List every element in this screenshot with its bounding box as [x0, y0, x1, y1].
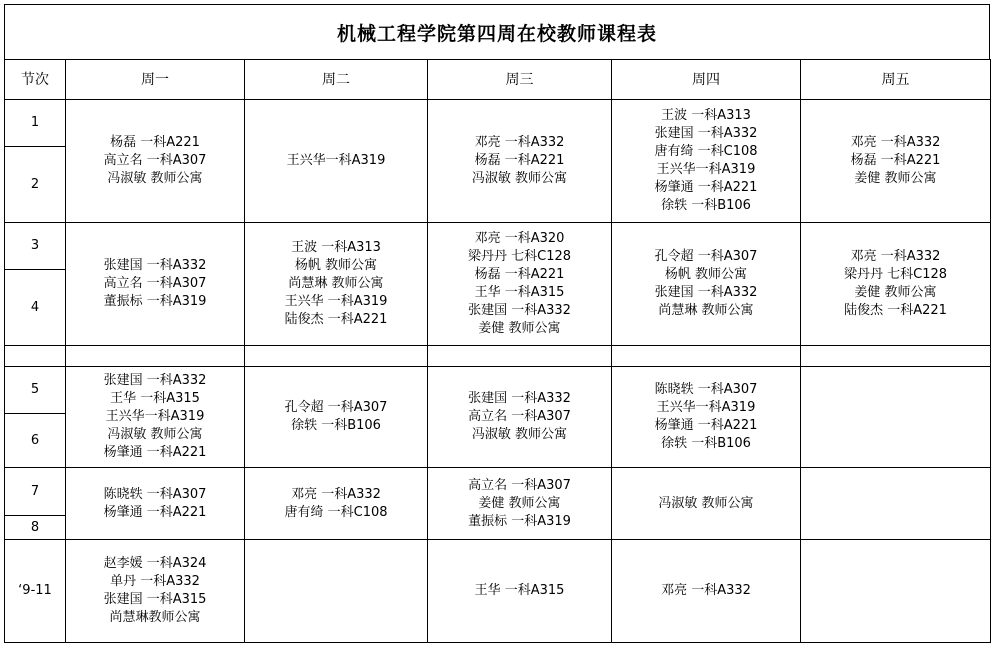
teacher-entry: 张建国 一科A315 — [103, 592, 207, 607]
schedule-cell — [245, 540, 428, 643]
schedule-cell — [612, 367, 801, 468]
schedule-cell — [245, 223, 428, 346]
teacher-entry: 邓亮 一科A332 — [850, 249, 941, 264]
period-cell: 1 — [5, 100, 66, 147]
schedule-cell — [428, 367, 612, 468]
teacher-entry: 赵李媛 一科A324 — [103, 556, 207, 571]
schedule-cell — [66, 100, 245, 223]
teacher-entry: 陈晓轶 一科A307 — [103, 486, 207, 502]
teacher-entry: 姜健 教师公寓 — [478, 321, 561, 336]
schedule-cell — [428, 540, 612, 643]
teacher-entry: 邓亮 一科A320 — [474, 231, 565, 246]
teacher-entry: 杨磊 一科A221 — [850, 153, 941, 168]
teacher-entry: 陆俊杰 一科A221 — [844, 303, 947, 318]
schedule-cell — [428, 100, 612, 223]
schedule-cell — [245, 100, 428, 223]
teacher-entry: 尚慧琳 教师公寓 — [658, 303, 754, 318]
teacher-entry: 王兴华一科A319 — [105, 409, 205, 424]
teacher-entry: 王兴华 一科A319 — [284, 294, 388, 309]
teacher-entry: 邓亮 一科A332 — [661, 583, 751, 598]
teacher-entry: 梁丹丹 七科C128 — [467, 249, 572, 264]
teacher-entry: 张建国 一科A332 — [103, 258, 207, 273]
period-cell: 2 — [5, 147, 66, 223]
teacher-entry: 尚慧琳 教师公寓 — [288, 276, 384, 291]
header-tuesday: 周二 — [245, 60, 428, 100]
header-row — [5, 60, 991, 100]
period-cell: ‘9-11 — [5, 540, 66, 643]
period-cell: 6 — [5, 414, 66, 468]
header-period: 节次 — [5, 60, 66, 100]
header-wednesday: 周三 — [428, 60, 612, 100]
teacher-entry: 杨肇通 一科A221 — [103, 504, 207, 520]
teacher-entry: 徐轶 一科B106 — [661, 198, 751, 213]
teacher-entry: 冯淑敏 教师公寓 — [471, 171, 568, 186]
teacher-entry: 姜健 教师公寓 — [854, 171, 937, 186]
teacher-entry: 王波 一科A313 — [291, 240, 381, 255]
empty-cell — [801, 346, 991, 367]
teacher-entry: 尚慧琳教师公寓 — [109, 610, 201, 625]
teacher-entry: 杨磊 一科A221 — [474, 153, 565, 168]
teacher-entry: 唐有绮 一科C108 — [284, 504, 388, 520]
schedule-cell — [612, 223, 801, 346]
teacher-entry: 冯淑敏 教师公寓 — [658, 495, 754, 511]
teacher-entry: 王兴华一科A319 — [286, 153, 386, 168]
teacher-entry: 张建国 一科A332 — [103, 373, 207, 388]
header-monday: 周一 — [66, 60, 245, 100]
teacher-entry: 姜健 教师公寓 — [478, 495, 561, 511]
schedule-cell — [801, 540, 991, 643]
schedule-cell — [801, 223, 991, 346]
schedule-cell — [66, 223, 245, 346]
table-row — [5, 540, 991, 643]
empty-cell — [245, 346, 428, 367]
empty-cell — [5, 346, 66, 367]
table-row — [5, 367, 991, 414]
schedule-cell — [612, 540, 801, 643]
header-friday: 周五 — [801, 60, 991, 100]
schedule-cell — [801, 468, 991, 540]
teacher-entry: 陆俊杰 一科A221 — [284, 312, 388, 327]
teacher-entry: 唐有绮 一科C108 — [654, 144, 758, 159]
schedule-cell — [66, 540, 245, 643]
period-cell: 7 — [5, 468, 66, 516]
teacher-entry: 徐轶 一科B106 — [291, 418, 381, 433]
period-cell: 5 — [5, 367, 66, 414]
schedule-cell — [428, 223, 612, 346]
teacher-entry: 冯淑敏 教师公寓 — [107, 427, 203, 442]
teacher-entry: 董振标 一科A319 — [468, 513, 571, 529]
schedule-cell — [612, 100, 801, 223]
teacher-entry: 冯淑敏 教师公寓 — [471, 427, 568, 442]
table-row — [5, 468, 991, 516]
teacher-entry: 高立名 一科A307 — [468, 409, 571, 424]
teacher-entry: 梁丹丹 七科C128 — [843, 267, 948, 282]
empty-cell — [428, 346, 612, 367]
teacher-entry: 高立名 一科A307 — [468, 477, 571, 493]
empty-cell — [66, 346, 245, 367]
schedule-cell — [612, 468, 801, 540]
schedule-cell — [801, 367, 991, 468]
period-cell: 4 — [5, 270, 66, 346]
spacer-row — [5, 346, 991, 367]
teacher-entry: 张建国 一科A332 — [654, 285, 758, 300]
teacher-entry: 孔令超 一科A307 — [284, 400, 388, 415]
schedule-cell — [245, 468, 428, 540]
period-cell: 3 — [5, 223, 66, 270]
table-row — [5, 223, 991, 270]
teacher-entry: 杨帆 教师公寓 — [294, 258, 378, 273]
teacher-entry: 王华 一科A315 — [474, 583, 565, 598]
teacher-entry: 杨肇通 一科A221 — [103, 445, 207, 460]
teacher-entry: 陈晓轶 一科A307 — [654, 382, 758, 397]
teacher-entry: 张建国 一科A332 — [468, 391, 571, 406]
schedule-cell — [245, 367, 428, 468]
teacher-entry: 杨帆 教师公寓 — [664, 267, 748, 282]
table-row — [5, 100, 991, 147]
header-thursday: 周四 — [612, 60, 801, 100]
teacher-entry: 邓亮 一科A332 — [850, 135, 941, 150]
period-cell: 8 — [5, 516, 66, 540]
schedule-cell — [66, 468, 245, 540]
empty-cell — [612, 346, 801, 367]
teacher-entry: 王兴华一科A319 — [656, 162, 756, 177]
teacher-entry: 姜健 教师公寓 — [854, 285, 937, 300]
schedule-cell — [428, 468, 612, 540]
teacher-entry: 王华 一科A315 — [474, 285, 565, 300]
schedule-cell — [801, 100, 991, 223]
teacher-entry: 杨肇通 一科A221 — [654, 418, 758, 433]
teacher-entry: 董振标 一科A319 — [103, 294, 207, 309]
schedule-table — [4, 59, 991, 643]
teacher-entry: 单丹 一科A332 — [110, 574, 200, 589]
teacher-entry: 高立名 一科A307 — [103, 276, 207, 291]
teacher-entry: 王波 一科A313 — [661, 108, 751, 123]
table-title: 机械工程学院第四周在校教师课程表 — [4, 4, 990, 60]
teacher-entry: 邓亮 一科A332 — [291, 486, 381, 502]
schedule-document — [4, 4, 990, 647]
teacher-entry: 王华 一科A315 — [110, 391, 200, 406]
teacher-entry: 徐轶 一科B106 — [661, 436, 751, 451]
teacher-entry: 杨磊 一科A221 — [474, 267, 565, 282]
teacher-entry: 张建国 一科A332 — [468, 303, 571, 318]
schedule-cell — [66, 367, 245, 468]
teacher-entry: 王兴华一科A319 — [656, 400, 756, 415]
teacher-entry: 孔令超 一科A307 — [654, 249, 758, 264]
teacher-entry: 杨磊 一科A221 — [110, 135, 200, 150]
teacher-entry: 高立名 一科A307 — [103, 153, 207, 168]
teacher-entry: 邓亮 一科A332 — [474, 135, 565, 150]
teacher-entry: 冯淑敏 教师公寓 — [107, 171, 203, 186]
teacher-entry: 张建国 一科A332 — [654, 126, 758, 141]
teacher-entry: 杨肇通 一科A221 — [654, 180, 758, 195]
